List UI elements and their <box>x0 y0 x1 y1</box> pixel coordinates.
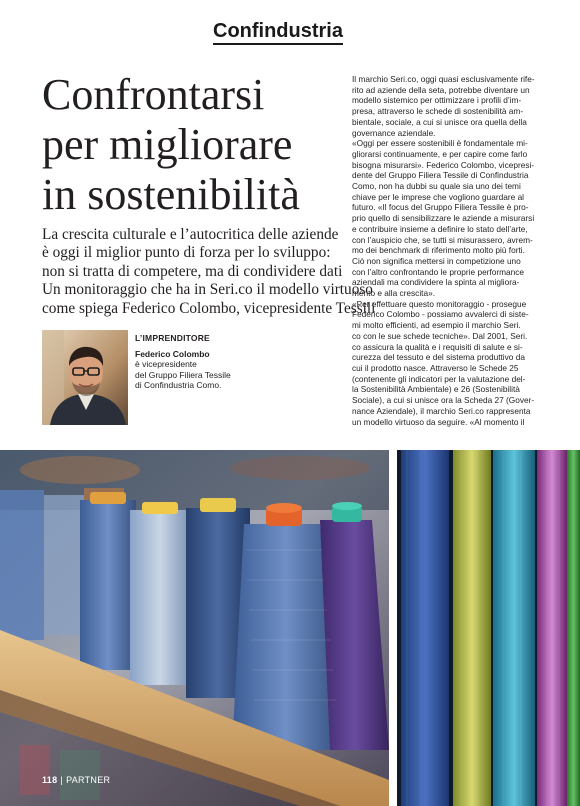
body-line: cui il prodotto nasce. Attraverso le Schede 25 <box>352 362 519 373</box>
profile-role-line: del Gruppo Filiera Tessile <box>135 369 231 380</box>
body-line: bisogna misurarsi». Federico Colombo, vicepresi- <box>352 159 535 170</box>
page-folio <box>42 775 110 785</box>
magazine-name: PARTNER <box>66 775 111 785</box>
body-line: chiave per le imprese che vogliono guardare al <box>352 191 525 202</box>
portrait-photo <box>42 330 128 425</box>
profile-role <box>135 359 335 391</box>
fabric-rolls-illustration <box>397 450 580 806</box>
section-tag: Confindustria <box>213 20 343 45</box>
body-line: bientale, sociale, a cui si unisce ora quella della <box>352 116 527 127</box>
page-number: 118 <box>42 775 58 785</box>
lead-line: come spiega Federico Colombo, vicepresidente Tessili <box>42 299 376 317</box>
body-line: Ciò non significa mettersi in competizione uno <box>352 255 521 266</box>
body-line: «Per effettuare questo monitoraggio - prosegue <box>352 298 527 309</box>
body-line: presa, attraverso le schede di sostenibilità am- <box>352 106 524 117</box>
profile-role-line: è vicepresidente <box>135 359 197 370</box>
article-body <box>352 74 550 427</box>
body-line: Il marchio Seri.co, oggi quasi esclusivamente rife- <box>352 74 535 84</box>
body-line: con l’altro confrontando le proprie performance <box>352 266 525 277</box>
profile-caption <box>135 333 335 391</box>
body-line: governance aziendale. <box>352 127 436 138</box>
body-line: co assicura la qualità e i requisiti di salute e si- <box>352 341 523 352</box>
body-line: mi molto efficienti, ad esempio il marchio Seri. <box>352 320 521 331</box>
headline-line: Confrontarsi <box>42 70 265 119</box>
body-line: co con le sue schede tecniche». Dal 2001, Seri. <box>352 330 528 341</box>
folio-separator: | <box>60 775 64 785</box>
body-line: con l’auspicio che, se tutti si misurassero, avrem- <box>352 234 533 245</box>
profile-name: Federico Colombo <box>135 348 210 359</box>
profile-box <box>42 330 342 426</box>
profile-role-line: di Confindustria Como. <box>135 380 222 391</box>
body-line: gliorarsi continuamente, e per capire come farlo <box>352 148 528 159</box>
body-line: curezza del tessuto e del sistema produttivo da <box>352 352 525 363</box>
lead-line: è oggi il miglior punto di forza per lo sviluppo: <box>42 244 331 262</box>
body-line: un modello virtuoso da seguire. «Al momento il <box>352 416 525 427</box>
profile-label: L’IMPRENDITORE <box>135 333 210 343</box>
body-line: prio quello di sensibilizzare le aziende a misurarsi <box>352 213 535 224</box>
body-line: futuro. «Il focus del Gruppo Filiera Tessile è pro- <box>352 202 529 213</box>
headline-line: in sostenibilità <box>42 170 300 219</box>
body-line: la Sostenibilità Ambientale) e 26 (Sostenibilità <box>352 384 520 395</box>
body-line: «Oggi per essere sostenibili è fondamentale mi- <box>352 138 528 149</box>
lead-line: non si tratta di competere, ma di condividere dati <box>42 262 343 280</box>
body-line: e contribuire insieme a definire lo stato dell’arte, <box>352 223 528 234</box>
body-line: mento e alla crescita». <box>352 288 436 299</box>
portrait-illustration <box>42 330 128 425</box>
headline <box>42 70 342 220</box>
body-line: nance Aziendale), il marchio Seri.co rappresenta <box>352 405 531 416</box>
body-line: rito ad aziende della seta, potrebbe diventare un <box>352 84 530 95</box>
body-line: mo dei benchmark di riferimento molto più forti. <box>352 245 525 256</box>
body-line: dente del Gruppo Filiera Tessile di Confindustria <box>352 170 529 181</box>
fabric-rolls-photo <box>397 450 580 806</box>
headline-line: per migliorare <box>42 120 293 169</box>
thread-spools-photo <box>0 450 389 806</box>
thread-spools-illustration <box>0 450 389 806</box>
lead-line: La crescita culturale e l’autocritica delle aziende <box>42 226 339 243</box>
lead-line: Un monitoraggio che ha in Seri.co il modello virtuoso <box>42 281 373 299</box>
lead-paragraph <box>42 226 376 318</box>
body-line: Federico Colombo - possiamo avvalerci di siste- <box>352 309 529 320</box>
body-line: modello sistemico per ottimizzare i profili d’im- <box>352 95 522 106</box>
body-line: aziendali ma condividere la spinta al migliora- <box>352 277 520 288</box>
body-line: Sociale), a cui si unisce ora la Scheda 27 (Gover- <box>352 395 535 406</box>
body-line: (contenente gli indicatori per la valutazione del- <box>352 373 526 384</box>
body-line: Como, non ha dubbi su quale sia uno dei temi <box>352 181 521 192</box>
